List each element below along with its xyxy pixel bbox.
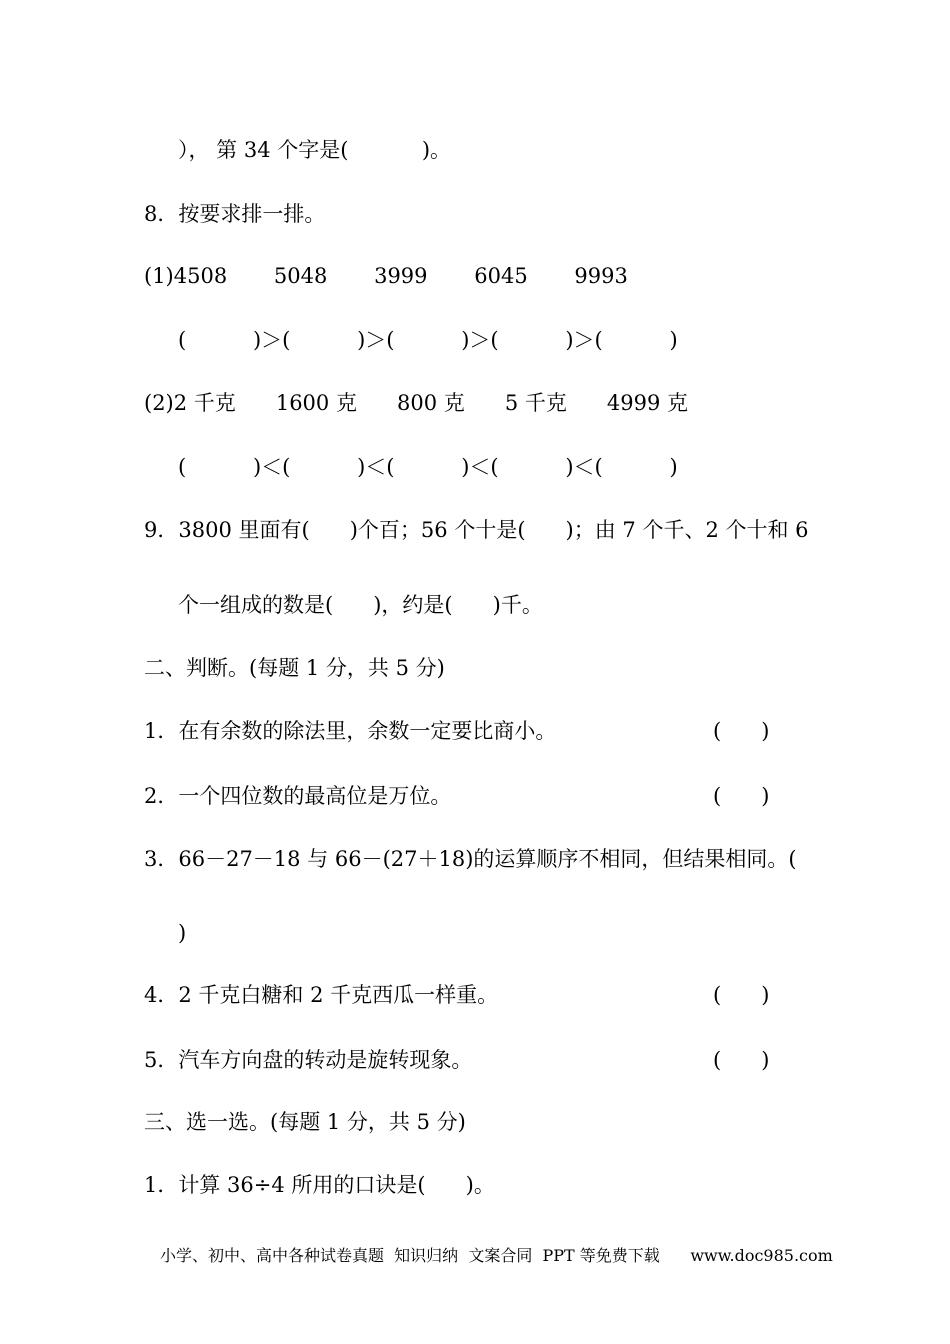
judge-q5-answer-paren: ( ) xyxy=(713,1048,770,1072)
section2-heading: 二、判断。(每题 1 分，共 5 分) xyxy=(144,656,445,680)
q8-part2-weights: (2)2 千克 1600 克 800 克 5 千克 4999 克 xyxy=(144,391,689,415)
section3-heading: 三、选一选。(每题 1 分，共 5 分) xyxy=(144,1110,466,1134)
page-footer: 小学、初中、高中各种试卷真题 知识归纳 文案合同 PPT 等免费下载 www.doc985.com xyxy=(160,1246,833,1265)
q8-title: 8．按要求排一排。 xyxy=(144,202,326,226)
judge-q1-answer-paren: ( ) xyxy=(713,719,770,743)
judge-q2: 2．一个四位数的最高位是万位。 xyxy=(144,784,452,808)
judge-q4: 4．2 千克白糖和 2 千克西瓜一样重。 xyxy=(144,983,499,1007)
choice-q1: 1．计算 36÷4 所用的口诀是( )。 xyxy=(144,1173,495,1197)
q9-line2: 个一组成的数是( )，约是( )千。 xyxy=(178,593,543,617)
q8-part2-answer-blanks: ( )＜( )＜( )＜( )＜( ) xyxy=(178,455,678,479)
judge-q1: 1．在有余数的除法里，余数一定要比商小。 xyxy=(144,719,557,743)
q9-line1: 9．3800 里面有( )个百；56 个十是( )；由 7 个千、2 个十和 6 xyxy=(144,518,809,542)
judge-q3: 3．66－27－18 与 66－(27＋18)的运算顺序不相同，但结果相同。( xyxy=(144,847,797,871)
q7-continuation: ）， 第 34 个字是( )。 xyxy=(178,138,452,162)
judge-q3-close-paren: ) xyxy=(178,921,187,945)
q8-part1-answer-blanks: ( )＞( )＞( )＞( )＞( ) xyxy=(178,328,678,352)
judge-q5: 5．汽车方向盘的转动是旋转现象。 xyxy=(144,1048,473,1072)
q8-part1-numbers: (1)4508 5048 3999 6045 9993 xyxy=(144,264,628,288)
judge-q4-answer-paren: ( ) xyxy=(713,983,770,1007)
judge-q2-answer-paren: ( ) xyxy=(713,784,770,808)
